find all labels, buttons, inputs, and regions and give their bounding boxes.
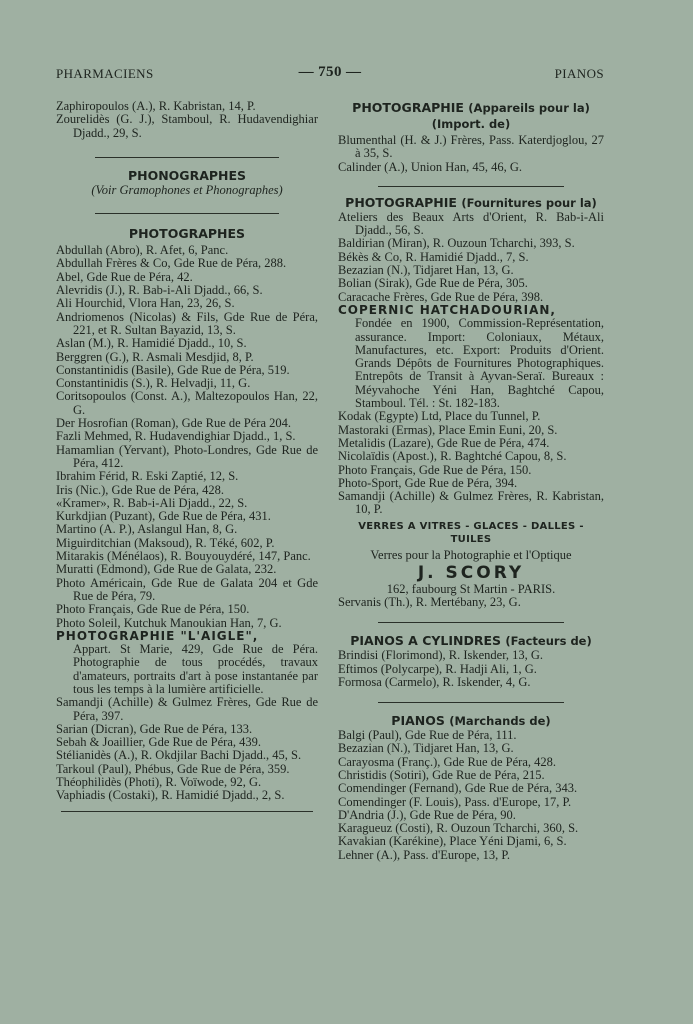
list-item: Samandji (Achille) & Gulmez Frères, Gde Rue de Péra, 397. — [56, 695, 318, 723]
photographes-list — [56, 244, 318, 630]
section-title-pianos-cylindres — [338, 633, 604, 649]
list-item: Abdullah (Abro), R. Afet, 6, Panc. — [56, 243, 229, 258]
list-item: Miguirditchian (Maksoud), R. Téké, 602, P. — [56, 535, 275, 550]
right-column — [338, 100, 604, 862]
divider — [95, 213, 278, 214]
page-number: — 750 — — [298, 64, 362, 80]
list-item: Lehner (A.), Pass. d'Europe, 13, P. — [338, 847, 511, 862]
verres-line: Verres pour la Photographie et l'Optique — [370, 548, 572, 563]
list-item: Blumenthal (H. & J.) Frères, Pass. Katerdjoglou, 27 à 35, S. — [338, 133, 604, 161]
list-item: Carayosma (Franç.), Gde Rue de Péra, 428. — [338, 754, 556, 769]
list-item: Mitarakis (Ménélaos), R. Bouyouydéré, 147, Panc. — [56, 549, 311, 564]
list-item: Eftimos (Polycarpe), R. Hadji Ali, 1, G. — [338, 661, 537, 676]
list-item: Zourelidès (G. J.), Stamboul, R. Hudavendighiar Djadd., 29, S. — [56, 112, 318, 140]
list-item: Sarian (Dicran), Gde Rue de Péra, 133. — [56, 721, 253, 736]
list-item: Coritsopoulos (Const. A.), Maltezopoulos Han, 22, G. — [56, 389, 318, 417]
divider — [378, 702, 564, 703]
section-subtitle: (Fournitures pour la) — [461, 195, 597, 210]
appareils-list — [338, 134, 604, 174]
section-title-pianos-marchands — [338, 713, 604, 729]
list-item: Kurkdjian (Puzant), Gde Rue de Péra, 431. — [56, 509, 271, 524]
section-subtitle: (Marchands de) — [449, 714, 551, 729]
list-item: Samandji (Achille) & Gulmez Frères, R. Kabristan, 10, P. — [338, 489, 604, 517]
list-item: Berggren (G.), R. Asmali Mesdjid, 8, P. — [56, 349, 254, 364]
section-subtitle-2: (Import. de) — [431, 117, 511, 131]
section-title-word: PHOTOGRAPHIE — [352, 100, 464, 115]
header-right: PIANOS — [554, 66, 604, 81]
divider — [378, 622, 564, 623]
section-subtitle: (Appareils pour la) — [468, 101, 590, 115]
list-item: Ibrahim Férid, R. Eski Zaptié, 12, S. — [56, 469, 239, 484]
list-item: Bezazian (N.), Tidjaret Han, 13, G. — [338, 741, 514, 756]
list-item: Ateliers des Beaux Arts d'Orient, R. Bab-i-Ali Djadd., 56, S. — [338, 209, 604, 238]
section-title-photographie-fournitures — [338, 195, 604, 211]
list-item: Vaphiadis (Costaki), R. Hamidié Djadd., 2, S. — [56, 788, 285, 803]
fournitures-list-continued — [338, 410, 604, 516]
photographes-list-continued — [56, 696, 318, 802]
list-item: Zaphiropoulos (A.), R. Kabristan, 14, P. — [56, 99, 256, 113]
list-item: Hamamlian (Yervant), Photo-Londres, Gde Rue de Péra, 412. — [56, 442, 318, 470]
list-item: Ali Hourchid, Vlora Han, 23, 26, S. — [56, 296, 235, 311]
header-left: PHARMACIENS — [56, 66, 154, 81]
section-title-word: PIANOS — [391, 713, 445, 729]
list-item: Constantinidis (S.), R. Helvadji, 11, G. — [56, 376, 251, 391]
list-item: Photo Soleil, Kutchuk Manoukian Han, 7, G. — [56, 615, 282, 630]
list-item: Caracache Frères, Gde Rue de Péra, 398. — [338, 289, 544, 304]
list-item: Calinder (A.), Union Han, 45, 46, G. — [338, 159, 522, 174]
list-item: Constantinidis (Basile), Gde Rue de Péra, 519. — [56, 362, 290, 377]
list-item: Bolian (Sirak), Gde Rue de Péra, 305. — [338, 276, 528, 291]
scory-address: 162, faubourg St Martin - PARIS. — [386, 581, 556, 596]
list-item: Servanis (Th.), R. Mertébany, 23, G. — [338, 594, 521, 609]
list-item: Abel, Gde Rue de Péra, 42. — [56, 269, 193, 284]
section-title-photographes: PHOTOGRAPHES — [128, 226, 246, 242]
divider — [95, 157, 278, 158]
list-item: Muratti (Edmond), Gde Rue de Galata, 232. — [56, 562, 277, 577]
aigle-entry — [56, 630, 318, 643]
pianos-marchands-list — [338, 729, 604, 862]
list-item: Kodak (Egypte) Ltd, Place du Tunnel, P. — [338, 409, 541, 424]
list-item: Comendinger (F. Louis), Pass. d'Europe, 17, P. — [338, 794, 572, 809]
section-subtitle-import — [338, 116, 604, 132]
list-item: Brindisi (Florimond), R. Iskender, 13, G. — [338, 648, 544, 663]
list-item: Christidis (Sotiri), Gde Rue de Péra, 215. — [338, 767, 545, 782]
aigle-name: PHOTOGRAPHIE "L'AIGLE", — [56, 628, 259, 643]
list-item: Balgi (Paul), Gde Rue de Péra, 111. — [338, 728, 517, 743]
copernic-description: Fondée en 1900, Commission-Représentation, assurance. Import: Coloniaux, Métaux, Manufactures, etc. Export: Produits d'Orient. Grands Dépôts de Fournitures Photographiques. Entrepôts de Transit à Ayvan-Seraï. Bureaux : Méyvahoche Yéni Han, Baghtché Capou, Stamboul. Tél. : St. 182-183. — [355, 316, 604, 411]
section-subtitle: (Facteurs de) — [505, 634, 592, 649]
list-item: Fazli Mehmed, R. Hudavendighiar Djadd., 1, S. — [56, 429, 296, 444]
list-item: Sebah & Joaillier, Gde Rue de Péra, 439. — [56, 735, 262, 750]
aigle-description: Appart. St Marie, 429, Gde Rue de Péra. Photographie de tous procédés, travaux d'amateurs, portraits d'art à pose instantanée par tous les temps à la lumière artificielle. — [73, 642, 318, 696]
divider — [378, 186, 564, 187]
list-item: Photo Américain, Gde Rue de Galata 204 et Gde Rue de Péra, 79. — [56, 575, 318, 603]
list-item: Mastoraki (Ermas), Place Emin Euni, 20, S. — [338, 422, 558, 437]
list-item: Békès & Co, R. Hamidié Djadd., 7, S. — [338, 249, 529, 264]
copernic-entry — [338, 304, 604, 317]
list-item: Théophilidès (Photi), R. Voïwode, 92, G. — [56, 775, 262, 790]
phonographes-note: (Voir Gramophones et Phonographes) — [91, 182, 283, 197]
list-item: Photo Français, Gde Rue de Péra, 150. — [338, 462, 532, 477]
fournitures-list — [338, 211, 604, 304]
left-column — [56, 100, 318, 812]
list-item: D'Andria (J.), Gde Rue de Péra, 90. — [338, 807, 516, 822]
pianos-cylindres-list — [338, 649, 604, 689]
list-item: Photo Français, Gde Rue de Péra, 150. — [56, 602, 250, 617]
divider — [61, 811, 313, 812]
list-item: Stélianidès (A.), R. Okdjilar Bachi Djadd., 45, S. — [56, 748, 302, 763]
list-item: Baldirian (Miran), R. Ouzoun Tcharchi, 393, S. — [338, 236, 575, 251]
list-item: Tarkoul (Paul), Phébus, Gde Rue de Péra, 359. — [56, 761, 290, 776]
scory-name: J. SCORY — [417, 562, 525, 583]
list-item: Aslan (M.), R. Hamidié Djadd., 10, S. — [56, 336, 247, 351]
list-item: «Kramer», R. Bab-i-Ali Djadd., 22, S. — [56, 495, 248, 510]
list-item: Metalidis (Lazare), Gde Rue de Péra, 474. — [338, 435, 550, 450]
list-item: Comendinger (Fernand), Gde Rue de Péra, 343. — [338, 781, 578, 796]
section-title-word: PHOTOGRAPHIE — [345, 194, 457, 210]
list-item: Iris (Nic.), Gde Rue de Péra, 428. — [56, 482, 225, 497]
list-item: Alevridis (J.), R. Bab-i-Ali Djadd., 66, S. — [56, 283, 263, 298]
copernic-name: COPERNIC HATCHADOURIAN, — [338, 302, 556, 317]
list-item: Formosa (Carmelo), R. Iskender, 4, G. — [338, 674, 531, 689]
section-title-word: PIANOS A CYLINDRES — [350, 633, 502, 649]
list-item: Andriomenos (Nicolas) & Fils, Gde Rue de Péra, 221, et R. Sultan Bayazid, 13, S. — [56, 309, 318, 337]
list-item: Martino (A. P.), Aslangul Han, 8, G. — [56, 522, 238, 537]
page-header — [56, 66, 604, 84]
list-item: Photo-Sport, Gde Rue de Péra, 394. — [338, 475, 518, 490]
section-title-verres: VERRES A VITRES - GLACES - DALLES - TUILES — [358, 520, 584, 546]
list-item: Abdullah Frères & Co, Gde Rue de Péra, 288. — [56, 256, 287, 271]
list-item: Kavakian (Karékine), Place Yéni Djami, 6, S. — [338, 834, 567, 849]
list-item: Bezazian (N.), Tidjaret Han, 13, G. — [338, 263, 514, 278]
section-title-photographie-appareils — [338, 100, 604, 116]
list-item: Karagueuz (Costi), R. Ouzoun Tcharchi, 360, S. — [338, 821, 579, 836]
list-item: Nicolaïdis (Apost.), R. Baghtché Capou, 8, S. — [338, 449, 567, 464]
section-title-phonographes: PHONOGRAPHES — [127, 167, 247, 183]
list-item: Der Hosrofian (Roman), Gde Rue de Péra 204. — [56, 416, 292, 431]
left-top-list — [56, 100, 318, 140]
